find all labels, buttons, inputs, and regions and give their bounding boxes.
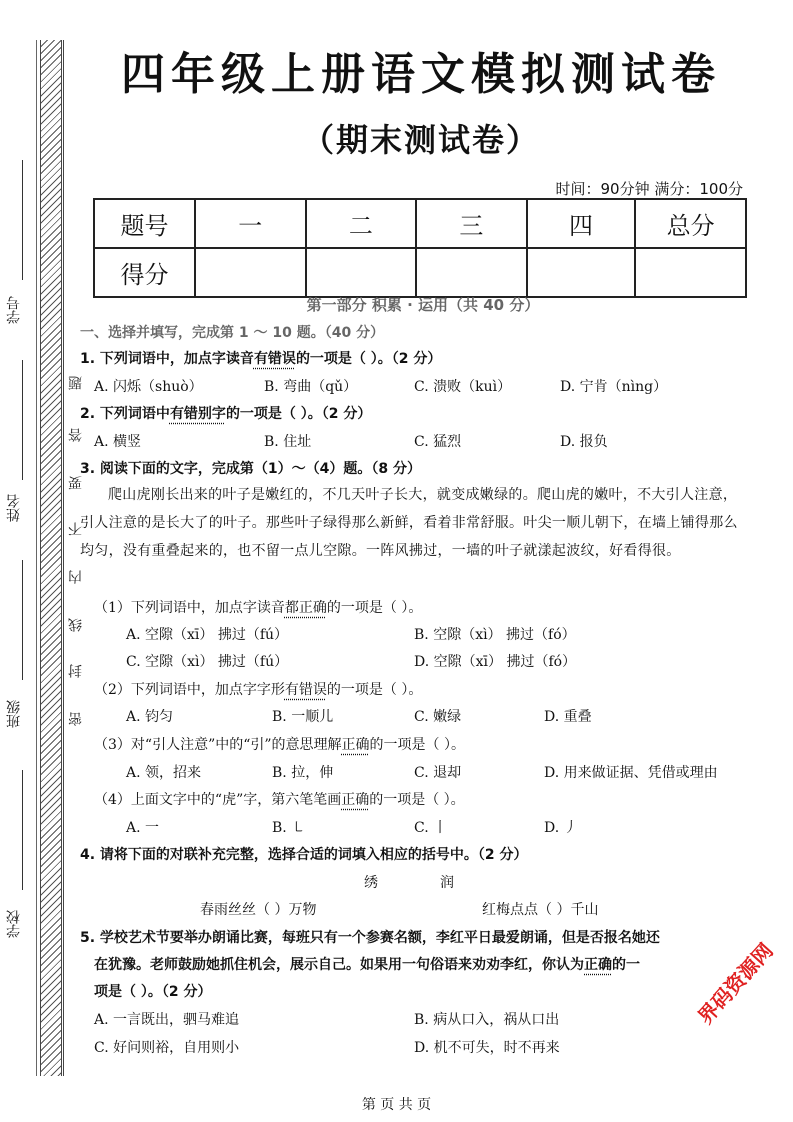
stem-text: （4）上面文字中的“虎”字，第六笔笔画 (94, 792, 342, 808)
q5-option-b[interactable]: B. 病从口入，祸从口出 (414, 1012, 560, 1028)
q3-sub1-option-d[interactable]: D. 空隙（xī） 拂过（fó） (414, 654, 577, 670)
q3-sub1-option-b[interactable]: B. 空隙（xì） 拂过（fó） (414, 627, 576, 643)
stem-text: （2）下列词语中，加点字字形 (94, 682, 285, 698)
q2-option-c[interactable]: C. 猛烈 (414, 434, 462, 450)
q5-option-c[interactable]: C. 好问则裕，自用则小 (94, 1040, 240, 1056)
stem-dotted-text: 正确 (584, 957, 612, 973)
question-5-line-2 (94, 954, 640, 974)
part-title: 第一部分 积累 · 运用（共 40 分） (306, 296, 540, 314)
student-id-underline (22, 160, 23, 280)
time-info: 时间：90分钟 满分：100分 (555, 180, 743, 198)
stem-text: 的一项是（ ）。 (369, 792, 465, 808)
score-header-cell: 题号 (94, 199, 195, 248)
score-input-cell[interactable] (527, 248, 636, 297)
q4-couplet-right[interactable]: 红梅点点（ ）千山 (482, 902, 599, 918)
q3-sub1-option-c[interactable]: C. 空隙（xì） 拂过（fú） (126, 654, 289, 670)
score-input-cell[interactable] (195, 248, 306, 297)
score-input-cell[interactable] (306, 248, 417, 297)
stem-text: 1. 下列词语中，加点字读音 (80, 351, 254, 367)
score-header-cell: 总分 (635, 199, 746, 248)
stem-dotted-text: 都正确 (284, 600, 327, 616)
score-table-header-row (94, 199, 746, 248)
q3-sub1-stem (94, 597, 422, 617)
q3-sub4-option-a[interactable]: A. 一 (126, 820, 160, 836)
stem-text: 2. 下列词语中 (80, 406, 170, 422)
class-underline (22, 560, 23, 680)
q3-sub4-option-d[interactable]: D. 丿 (544, 820, 578, 836)
q3-sub2-option-b[interactable]: B. 一顺儿 (272, 709, 334, 725)
q3-sub3-option-c[interactable]: C. 退却 (414, 765, 462, 781)
question-1-stem (80, 348, 441, 368)
stem-text: （3）对“引人注意”中的“引”的意思理解 (94, 737, 342, 753)
stem-dotted-text: 有错误 (284, 682, 327, 698)
score-table (93, 198, 747, 298)
q3-sub2-option-c[interactable]: C. 嫩绿 (414, 709, 462, 725)
score-header-cell: 四 (527, 199, 636, 248)
q3-sub3-option-b[interactable]: B. 拉，伸 (272, 765, 334, 781)
stem-dotted-text: 有错别字 (169, 406, 226, 422)
score-row-label: 得分 (94, 248, 195, 297)
q4-word-choice[interactable]: 润 (440, 875, 454, 891)
q3-sub2-option-a[interactable]: A. 钧匀 (126, 709, 174, 725)
stem-text: 的一项是（ ）。（2 分） (295, 351, 442, 367)
q2-option-a[interactable]: A. 横竖 (94, 434, 142, 450)
q2-option-d[interactable]: D. 报负 (560, 434, 608, 450)
stem-text: 的一项是（ ）。（2 分） (225, 406, 372, 422)
question-5-line-1: 5. 学校艺术节要举办朗诵比赛，每班只有一个参赛名额，李红平日最爱朗诵，但是否报名她还 (80, 930, 660, 946)
school-label: 学校 (6, 910, 22, 938)
q3-sub1-option-a[interactable]: A. 空隙（xī） 拂过（fú） (126, 627, 289, 643)
q5-option-d[interactable]: D. 机不可失，时不再来 (414, 1040, 560, 1056)
q3-sub4-option-b[interactable]: B. ㇄ (272, 820, 306, 836)
page-footer: 第 页 共 页 (361, 1097, 432, 1113)
q3-sub4-stem (94, 789, 465, 809)
page-title: 四年级上册语文模拟测试卷 (121, 49, 721, 100)
binding-outer-line (36, 40, 37, 1076)
stem-text: 的一项是（ ）。 (326, 682, 423, 698)
q3-sub3-option-a[interactable]: A. 领，招来 (126, 765, 202, 781)
q3-sub2-stem (94, 679, 422, 699)
seal-char: 封 (68, 664, 84, 678)
stem-dotted-text: 正确 (341, 737, 370, 753)
section-heading: 一、选择并填写，完成第 1 ～ 10 题。（40 分） (80, 325, 385, 341)
question-3-stem: 3. 阅读下面的文字，完成第（1）～（4）题。（8 分） (80, 461, 422, 477)
watermark-logo: 界码资源网 (692, 938, 778, 1029)
stem-text: 的一项是（ ）。 (326, 600, 423, 616)
reading-passage: 爬山虎刚长出来的叶子是嫩红的，不几天叶子长大，就变成嫩绿的。爬山虎的嫩叶，不大引人注意，引人注意的是长大了的叶子。那些叶子绿得那么新鲜，看着非常舒服。叶尖一顺儿朝下，在墙上铺得那么均匀，没有重叠起来的，也不留一点儿空隙。一阵风拂过，一墙的叶子就漾起波纹，好看得很。 (80, 487, 738, 559)
page-subtitle: （期末测试卷） (301, 121, 540, 159)
score-header-cell: 三 (416, 199, 527, 248)
seal-char: 题 (68, 376, 84, 390)
seal-char: 要 (68, 476, 84, 490)
stem-dotted-text: 有错误 (253, 351, 296, 367)
class-label: 班级 (6, 700, 22, 728)
seal-char: 不 (68, 522, 84, 536)
q1-option-a[interactable]: A. 闪烁（shuò） (94, 379, 203, 395)
q1-option-d[interactable]: D. 宁肯（nìng） (560, 379, 668, 395)
question-2-stem (80, 403, 371, 423)
q3-sub3-stem (94, 734, 465, 754)
q3-sub4-option-c[interactable]: C. 丨 (414, 820, 448, 836)
seal-char: 密 (68, 712, 84, 726)
q2-option-b[interactable]: B. 住址 (264, 434, 312, 450)
q3-sub2-option-d[interactable]: D. 重叠 (544, 709, 592, 725)
stem-text: 的一项是（ ）。 (369, 737, 465, 753)
question-5-line-3: 项是（ ）。（2 分） (94, 984, 212, 1000)
q1-option-b[interactable]: B. 弯曲（qǔ） (264, 379, 358, 395)
seal-char: 线 (68, 618, 84, 632)
stem-text: （1）下列词语中，加点字读音 (94, 600, 285, 616)
binding-inner-line (63, 40, 64, 1076)
q1-option-c[interactable]: C. 溃败（kuì） (414, 379, 512, 395)
binding-hatch-strip (40, 40, 62, 1076)
stem-text: 的一 (612, 957, 640, 973)
score-table-score-row (94, 248, 746, 297)
q5-option-a[interactable]: A. 一言既出，驷马难追 (94, 1012, 240, 1028)
seal-char: 内 (68, 570, 84, 584)
name-label: 姓名 (6, 494, 22, 522)
q4-couplet-left[interactable]: 春雨丝丝（ ）万物 (200, 902, 317, 918)
school-underline (22, 770, 23, 890)
q4-word-choice[interactable]: 绣 (364, 875, 378, 891)
score-header-cell: 一 (195, 199, 306, 248)
stem-text: 在犹豫。老师鼓励她抓住机会，展示自己。如果用一句俗语来劝劝李红，你认为 (94, 957, 584, 973)
score-input-cell[interactable] (416, 248, 527, 297)
stem-dotted-text: 正确 (341, 792, 370, 808)
score-input-cell[interactable] (635, 248, 746, 297)
seal-char: 答 (68, 428, 84, 442)
q3-sub3-option-d[interactable]: D. 用来做证据、凭借或理由 (544, 765, 718, 781)
score-header-cell: 二 (306, 199, 417, 248)
name-underline (22, 360, 23, 480)
student-id-label: 学号 (6, 296, 22, 324)
question-4-stem: 4. 请将下面的对联补充完整，选择合适的词填入相应的括号中。（2 分） (80, 847, 528, 863)
